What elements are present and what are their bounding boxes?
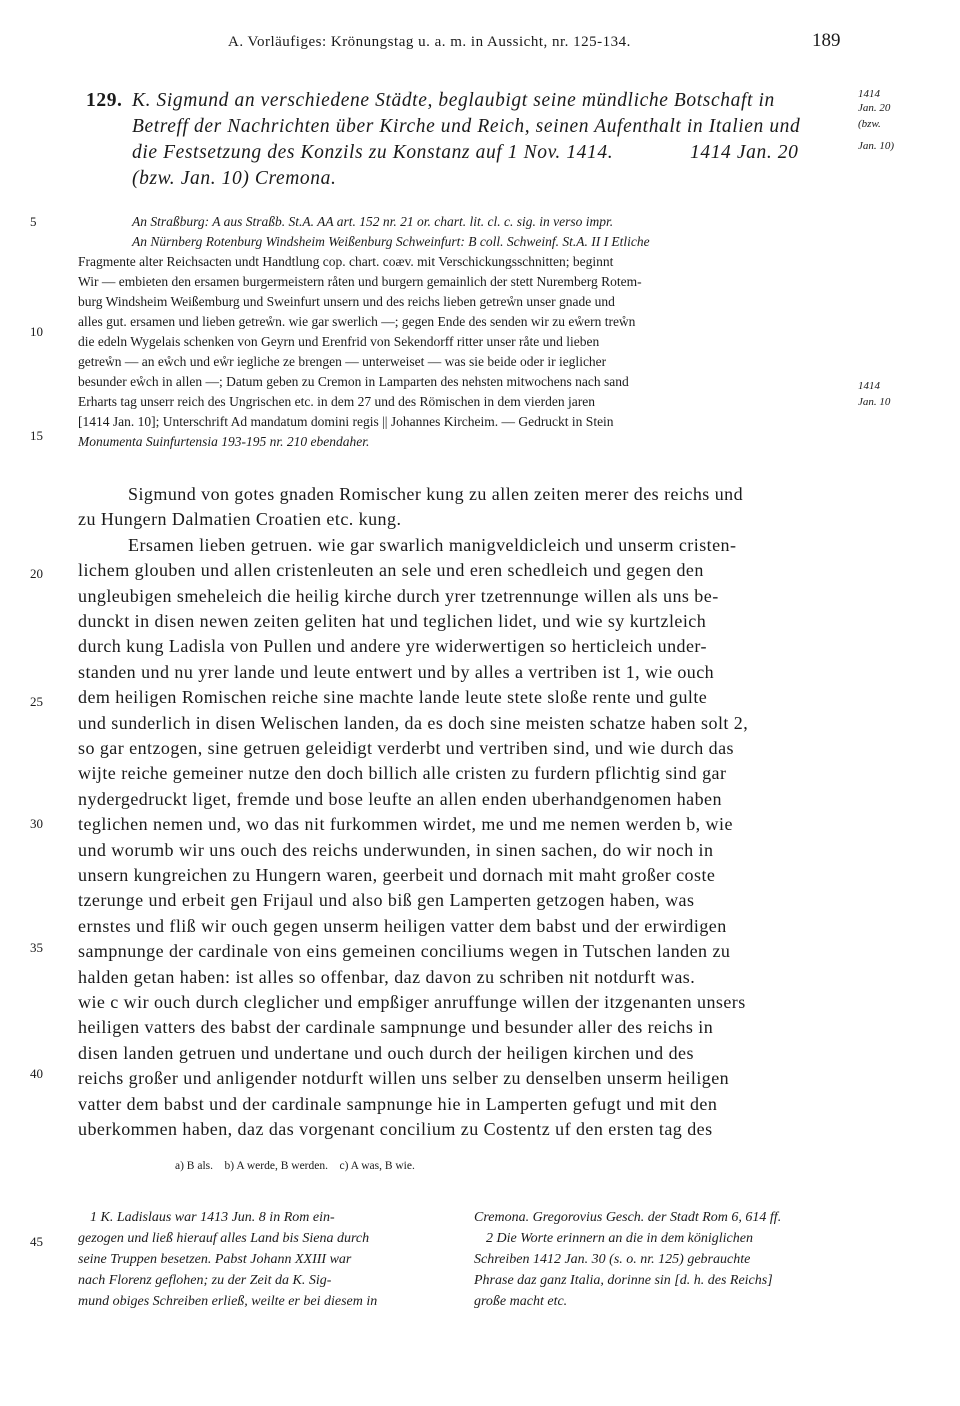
text-line: Ersamen lieben getruen. wie gar swarlich manigveldicleich und unserm cristen- (128, 534, 737, 555)
line-number: 15 (30, 428, 43, 443)
text-line: tzerunge und erbeit gen Frijaul und also biß gen Lamperten getzogen haben, was (78, 890, 695, 911)
text-line: wijte reiche gemeiner nutze den doch billich alle cristen zu furdern pflichtig sind gar (78, 763, 727, 784)
line-number: 30 (30, 816, 43, 831)
text-line: reichs großer und anligender notdurft willen uns selber zu denselben unserm heiligen (78, 1068, 730, 1089)
text-line: standen und nu yrer lande und leute entwert und by alles a vertriben ist 1, wie ouch (78, 661, 715, 682)
provenance-line: Wir — embieten den ersamen burgermeistern råten und burgern gemainlich der stett Nuremberg Rotem- (78, 274, 642, 289)
provenance-line: besunder eẘch in allen —; Datum geben zu Cremon in Lamparten des nehsten mitwochens nach sand (78, 374, 629, 389)
footnote-line: Phrase daz ganz Italia, dorinne sin [d. h. des Reichs] (474, 1273, 773, 1288)
text-line: und sunderlich in disen Welischen landen, da es doch sine meisten schatze haben solt 2, (78, 712, 749, 733)
text-line: dem heiligen Romischen reiche sine machte lande leute stete sloße rente und gulte (78, 687, 708, 708)
provenance-line: An Nürnberg Rotenburg Windsheim Weißenburg Schweinfurt: B coll. Schweinf. St.A. II I Etliche (132, 234, 650, 249)
regest-line: Betreff der Nachrichten über Kirche und Reich, seinen Aufenthalt in Italien und (132, 116, 801, 137)
text-line: und worumb wir uns ouch des reichs underwunden, in sinen sachen, do wir noch in (78, 839, 714, 860)
line-number: 25 (30, 694, 43, 709)
footnote-line: mund obiges Schreiben erließ, weilte er bei diesem in (78, 1294, 378, 1309)
text-line: heiligen vatters des babst der cardinale sampnunge und besunder aller des reichs in (78, 1017, 714, 1038)
provenance-line: An Straßburg: A aus Straßb. St.A. AA art. 152 nr. 21 or. chart. lit. cl. c. sig. in verso impr. (132, 214, 614, 229)
text-line: teglichen nemen und, wo das nit furkommen wirdet, me und me nemen werden b, wie (78, 814, 733, 835)
critical-apparatus: a) B als. b) A werde, B werden. c) A was, B wie. (175, 1160, 415, 1172)
margin-date: Jan. 20 (858, 102, 891, 114)
text-line: Sigmund von gotes gnaden Romischer kung zu allen zeiten merer des reichs und (128, 484, 744, 504)
footnote-line: 2 Die Worte erinnern an die in dem königlichen (486, 1231, 753, 1246)
provenance-line: die edeln Wygelais schenken von Geyrn und Erenfrid von Sekendorff ritter unser råte und lieben (78, 334, 600, 349)
regest-line: die Festsetzung des Konzils zu Konstanz auf 1 Nov. 1414. (132, 142, 614, 163)
margin-date: Jan. 10 (858, 396, 891, 408)
line-number: 20 (30, 566, 43, 581)
margin-date: 1414 (858, 380, 880, 392)
page-number: 189 (812, 30, 841, 51)
line-number: 45 (30, 1234, 43, 1249)
text-line: lichem glouben und allen cristenleuten an sele und eren schedleich und gegen den (78, 560, 704, 581)
footnote-line: 1 K. Ladislaus war 1413 Jun. 8 in Rom ein- (90, 1210, 335, 1225)
margin-date: 1414 (858, 88, 880, 100)
line-number: 35 (30, 940, 43, 955)
line-number: 10 (30, 324, 43, 339)
regest-line: K. Sigmund an verschiedene Städte, beglaubigt seine mündliche Botschaft in (132, 90, 775, 111)
provenance-line: [1414 Jan. 10]; Unterschrift Ad mandatum domini regis || Johannes Kircheim. — Gedruckt in Stein (78, 414, 614, 429)
footnote-line: gezogen und ließ hierauf alles Land bis Siena durch (78, 1231, 370, 1246)
footnote-line: seine Truppen besetzen. Pabst Johann XXIII war (78, 1252, 352, 1267)
text-line: ernstes und fliß wir ouch gegen unserm heiligen vatter dem babst und der erwirdigen (78, 915, 727, 936)
provenance-line: Erharts tag unserr reich des Ungrischen etc. in dem 27 und des Römischen in dem vierden jaren (78, 394, 595, 409)
text-line: zu Hungern Dalmatien Croatien etc. kung. (78, 509, 402, 530)
text-line: sampnunge der cardinale von eins gemeinen conciliums wegen in Tutschen landen zu (78, 941, 731, 962)
regest-number: 129. (86, 90, 123, 111)
text-line: uberkommen haben, daz das vorgenant concilium zu Costentz uf den ersten tag des (78, 1119, 713, 1139)
provenance-line: Monumenta Suinfurtensia 193-195 nr. 210 ebendaher. (78, 434, 370, 449)
margin-date: Jan. 10) (858, 140, 895, 152)
provenance-line: alles gut. ersamen und lieben getreẘn. wie gar swerlich —; gegen Ende des senden wir zu eẘern treẘn (78, 314, 636, 329)
footnote-line: große macht etc. (474, 1294, 568, 1309)
text-line: ungleubigen smeheleich die heilig kirche durch yrer tzetrennunge willen als uns be- (78, 585, 719, 606)
text-line: disen landen getruen und undertane und ouch durch der heiligen kirchen und des (78, 1042, 694, 1063)
footnote-line: nach Florenz geflohen; zu der Zeit da K. Sig- (78, 1273, 332, 1288)
text-line: nydergedruckt liget, fremde und bose leufte an allen enden uberhandgenomen haben (78, 788, 722, 809)
running-title: A. Vorläufiges: Krönungstag u. a. m. in Aussicht, nr. 125-134. (228, 34, 631, 50)
line-number: 5 (30, 214, 37, 229)
footnote-line: Schreiben 1412 Jan. 30 (s. o. nr. 125) gebrauchte (474, 1252, 751, 1267)
provenance-line: Fragmente alter Reichsacten undt Handtlung cop. chart. coæv. mit Verschickungsschnitten; beginnt (78, 254, 614, 269)
text-line: dunckt in disen newen zeiten geliten hat und teglichen lidet, und wie sy kurtzleich (78, 611, 707, 631)
provenance-line: getreẘn — an eẘch und eẘr iegliche ze brengen — unterweiset — was sie beide oder ir ieglicher (78, 354, 607, 369)
margin-date: (bzw. (858, 118, 881, 130)
text-line: so gar entzogen, sine getruen geleidigt verderbt und vertriben sind, und wie durch das (78, 738, 735, 758)
text-line: unsern kungreichen zu Hungern waren, geerbeit und dornach mit maht großer coste (78, 865, 716, 885)
text-line: vatter dem babst und der cardinale sampnunge hie in Lamperten gefugt und mit den (78, 1093, 718, 1114)
text-line: durch kung Ladisla von Pullen und andere yre widerwertigen so herticleich under- (78, 636, 707, 657)
text-line: wie c wir ouch durch cleglicher und empßiger anruffunge willen der itzgenanten unsers (78, 992, 746, 1012)
footnote-line: Cremona. Gregorovius Gesch. der Stadt Rom 6, 614 ff. (474, 1210, 782, 1225)
regest-date: 1414 Jan. 20 (690, 142, 799, 163)
regest-line: (bzw. Jan. 10) Cremona. (132, 168, 337, 189)
provenance-line: burg Windsheim Weißemburg und Sweinfurt unsern und des reichs lieben getreẘn unser gnade und (78, 294, 615, 309)
text-line: halden getan haben: ist alles so offenbar, daz davon zu schriben nit notdurft was. (78, 966, 696, 987)
line-number: 40 (30, 1066, 43, 1081)
